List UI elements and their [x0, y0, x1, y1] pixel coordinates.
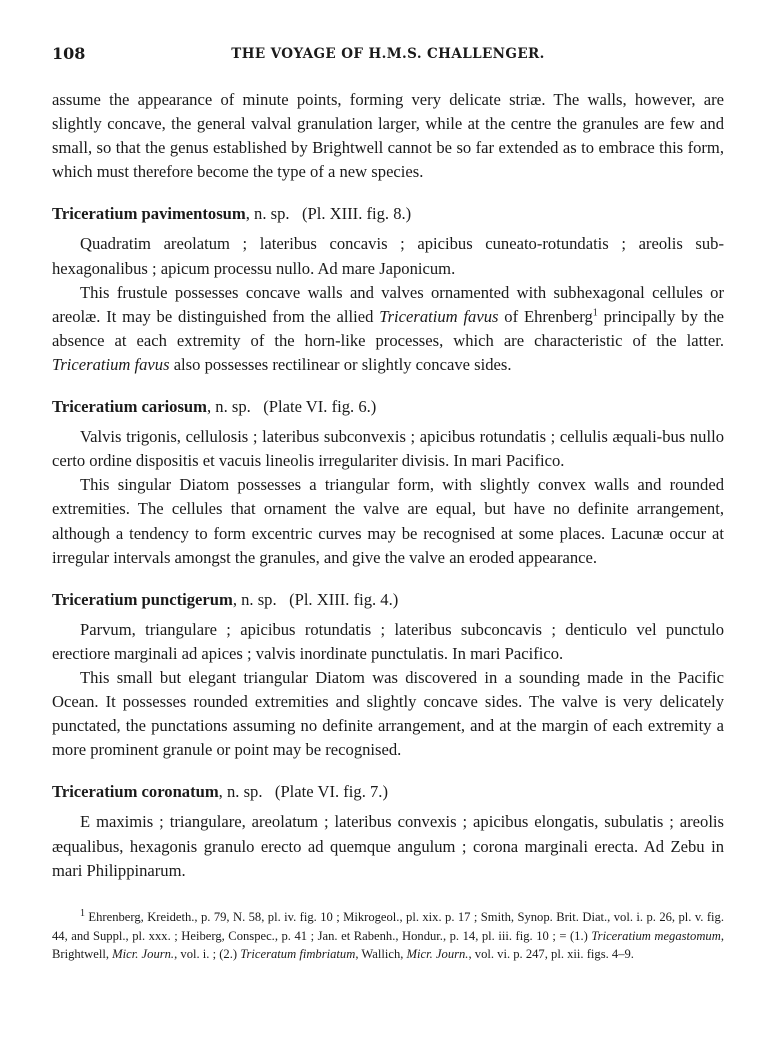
english-description: This small but elegant triangular Diatom was discovered in a sounding made in the Pacific Ocean. It possesses rounded extremities and slightly concave sides. The valve is very delicately punctated, the punctations assuming no definite arrangement, and at the margin of each extremity a more prominent granule or point may be recognised.: [52, 667, 724, 760]
species-name: Triceratium punctigerum: [52, 589, 233, 609]
latin-diagnosis: Valvis trigonis, cellulosis ; lateribus subconvexis ; apicibus rotundatis ; cellulis æquali-bus nullo certo ordine dispositis et vacuis lineolis irregulariter divisis. In mari Pacifico.: [52, 427, 724, 471]
footnote-text: , vol. i. ; (2.): [174, 947, 241, 962]
latin-diagnosis: E maximis ; triangulare, areolatum ; lateribus convexis ; apicibus elongatis, subulatis ; areolis æqualibus, hexagonis granulo erecto ad quemque angulum ; corona marginali erecta. Ad Zebu in mari Philippinarum.: [52, 812, 724, 880]
page-header: [52, 44, 724, 66]
description-text: principally by the absence at each extremity of the horn-like processes, which are characteristic of the latter.: [52, 306, 724, 350]
plate-reference: (Plate VI. fig. 6.): [263, 397, 377, 417]
english-description: [52, 281, 724, 377]
footnote-marker: 1: [592, 307, 598, 319]
description-text: This frustule possesses concave walls and valves ornamented with subhexagonal cellules or areolæ. It may be distinguished from the allied: [52, 282, 724, 326]
footnote-number: 1: [80, 907, 85, 919]
species-heading: [52, 202, 724, 226]
body-text: [52, 88, 724, 883]
taxon-name-italic: Triceratium favus: [52, 354, 170, 374]
taxon-name-italic: Triceratium favus: [379, 306, 499, 326]
plate-reference: (Plate VI. fig. 7.): [274, 782, 388, 802]
english-description: This singular Diatom possesses a triangular form, with slightly convex walls and rounded extremities. The cellules that ornament the valve are equal, but have no definite arrangement, although a tendency to form excentric curves may be recognised at some places. Lacunæ occur at irregular intervals amongst the granules, and give the valve an eroded appearance.: [52, 475, 724, 567]
footnote-italic: Micr. Journ.: [112, 947, 175, 962]
plate-reference: (Pl. XIII. fig. 4.): [289, 589, 399, 609]
latin-diagnosis: Quadratim areolatum ; lateribus concavis ; apicibus cuneato-rotundatis ; areolis sub-hexagonalibus ; apicum processu nullo. Ad mare Japonicum.: [52, 234, 724, 278]
description-text: of Ehrenberg: [498, 306, 593, 326]
species-heading: [52, 588, 724, 612]
footnote-italic: Micr. Journ.: [406, 947, 469, 962]
species-name: Triceratium cariosum: [52, 397, 207, 417]
species-name: Triceratium pavimentosum: [52, 204, 246, 224]
latin-diagnosis: Parvum, triangulare ; apicibus rotundatis ; lateribus subconcavis ; denticulo vel punctulo erectiore marginali ad apices ; valvis inordinate punctulatis. In mari Pacifico.: [52, 619, 724, 663]
species-name: Triceratium coronatum: [52, 782, 219, 802]
footnote-italic: Triceratium megastomum: [591, 928, 721, 943]
species-nsp: , n. sp.: [245, 204, 290, 224]
species-nsp: , n. sp.: [218, 782, 263, 802]
description-text: also possesses rectilinear or slightly concave sides.: [169, 354, 512, 374]
footnote-text: Ehrenberg, Kreideth., p. 79, N. 58, pl. iv. fig. 10 ; Mikrogeol., pl. xix. p. 17 ; Smith, Synop. Brit. Diat., vol. i. p. 26, pl. v. fig. 44, and Suppl., pl. xxx. ; Heiberg, Conspec., p. 41 ; Jan. et Rabenh., Hondur., p. 14, pl. iii. fig. 10 ; = (1.): [52, 910, 724, 943]
species-nsp: , n. sp.: [232, 589, 277, 609]
species-nsp: , n. sp.: [206, 397, 251, 417]
species-heading: [52, 780, 724, 804]
page-number: 108: [52, 44, 86, 63]
footnote-italic: Triceratum fimbriatum: [240, 947, 356, 962]
intro-paragraph: assume the appearance of minute points, forming very delicate striæ. The walls, however, are slightly concave, the general valval granulation larger, while at the centre the granules are few and small, so that the genus established by Brightwell cannot be so far extended as to embrace this form, which must therefore become the type of a new species.: [52, 90, 724, 182]
species-heading: [52, 395, 724, 419]
footnote: [52, 908, 724, 964]
footnote-text: , Brightwell,: [52, 928, 724, 962]
footnote-text: , vol. vi. p. 247, pl. xii. figs. 4–9.: [468, 947, 634, 962]
running-head: THE VOYAGE OF H.M.S. CHALLENGER.: [231, 46, 545, 62]
plate-reference: (Pl. XIII. fig. 8.): [301, 204, 412, 224]
footnotes: [52, 908, 724, 964]
footnote-text: , Wallich,: [355, 947, 407, 962]
